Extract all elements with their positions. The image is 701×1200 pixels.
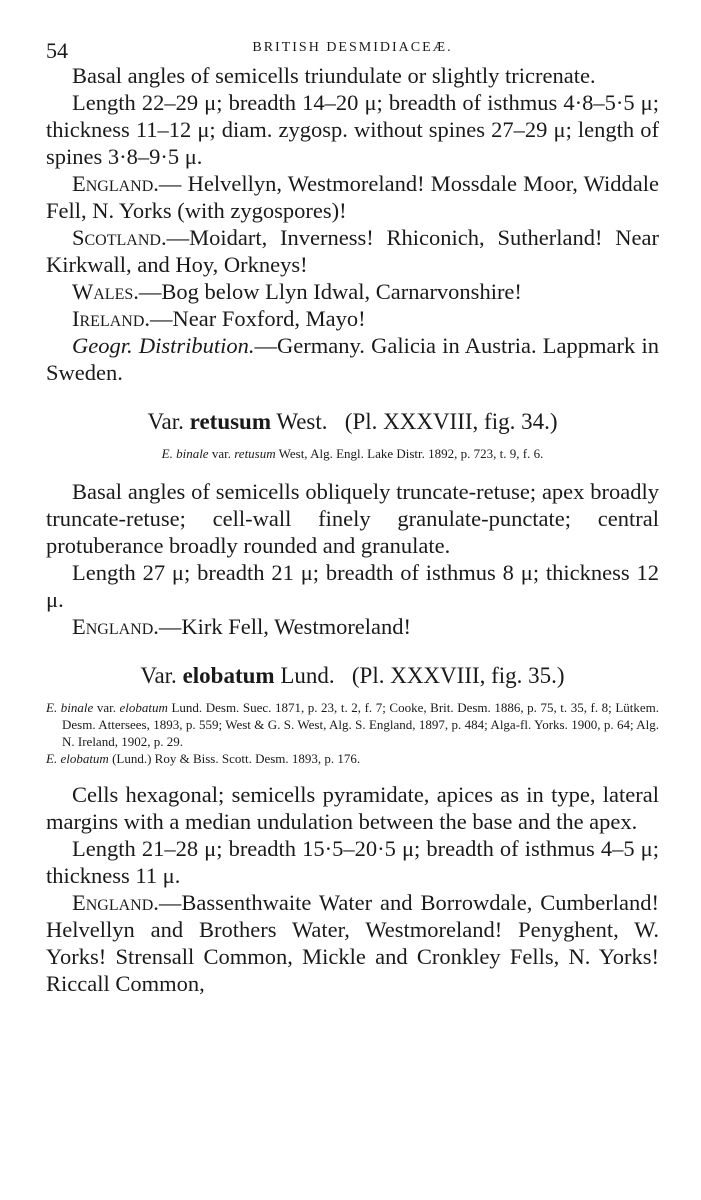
locality-text: — Helvellyn, Westmoreland! Mossdale Moor, Widdale Fell, N. Yorks (with zygospores)! [46, 171, 659, 223]
plate-reference: (Pl. XXXVIII, fig. 34.) [344, 409, 558, 434]
basal-angles-paragraph: Basal angles of semicells triundulate or slightly tricrenate. [72, 63, 596, 88]
locality-text: —Bassenthwaite Water and Borrowdale, Cumberland! Helvellyn and Brothers Water, Westmoreland! Penyghent, W. Yorks! Strensall Common, Mickle and Cronkley Fells, N. Yorks! Riccall Common, [46, 890, 659, 996]
retusum-measurements: Length 27 μ; breadth 21 μ; breadth of isthmus 8 μ; thickness 12 μ. [46, 560, 659, 612]
variety-heading-retusum: Var. retusum West. (Pl. XXXVIII, fig. 34.) [147, 409, 558, 434]
region-label: Scotland. [72, 225, 167, 250]
page-header [46, 0, 659, 62]
locality-text: —Kirk Fell, Westmoreland! [158, 614, 412, 639]
synonymy-reference: E. binale var. retusum West, Alg. Engl. Lake Distr. 1892, p. 723, t. 9, f. 6. [161, 446, 544, 461]
ireland-locality [46, 305, 659, 332]
england-locality [46, 170, 659, 224]
synonymy-reference: E. elobatum (Lund.) Roy & Biss. Scott. Desm. 1893, p. 176. [46, 751, 361, 766]
distribution-text: —Germany. Galicia in Austria. Lappmark in Sweden. [46, 333, 659, 385]
distribution-label: Geogr. Distribution. [72, 333, 255, 358]
variety-name: retusum [189, 409, 272, 434]
retusum-england-locality [46, 613, 659, 640]
locality-text: —Near Foxford, Mayo! [150, 306, 366, 331]
measurements-paragraph: Length 22–29 μ; breadth 14–20 μ; breadth of isthmus 4·8–5·5 μ; thickness 11–12 μ; diam. zygosp. without spines 27–29 μ; length of spines 3·8–9·5 μ. [46, 90, 659, 169]
variety-author: West. [276, 409, 328, 434]
variety-name: elobatum [182, 663, 275, 688]
variety-author: Lund. [280, 663, 335, 688]
region-label: Wales. [72, 279, 139, 304]
page-number: 54 [46, 38, 68, 63]
plate-reference: (Pl. XXXVIII, fig. 35.) [351, 663, 565, 688]
retusum-description: Basal angles of semicells obliquely truncate-retuse; apex broadly truncate-retuse; cell-wall finely granulate-punctate; central protuberance broadly rounded and granulate. [46, 479, 659, 558]
region-label: England. [72, 171, 159, 196]
synonymy-references [46, 699, 659, 767]
region-label: England. [72, 614, 159, 639]
page-body [46, 62, 659, 997]
elobatum-measurements: Length 21–28 μ; breadth 15·5–20·5 μ; breadth of isthmus 4–5 μ; thickness 11 μ. [46, 836, 659, 888]
region-label: Ireland. [72, 306, 151, 331]
elobatum-description: Cells hexagonal; semicells pyramidate, apices as in type, lateral margins with a median undulation between the base and the apex. [46, 782, 659, 834]
synonymy-reference: E. binale var. elobatum Lund. Desm. Suec. 1871, p. 23, t. 2, f. 7; Cooke, Brit. Desm. 1886, p. 75, t. 35, f. 8; Lütkem. Desm. Attersees, 1893, p. 559; West & G. S. West, Alg. S. England, 1897, p. 484; Alga-fl. Yorks. 1900, p. 64; Alg. N. Ireland, 1902, p. 29. [46, 700, 660, 749]
locality-text: —Moidart, Inverness! Rhiconich, Sutherland! Near Kirkwall, and Hoy, Orkneys! [46, 225, 659, 277]
elobatum-england-locality [46, 889, 659, 997]
geographic-distribution [46, 332, 659, 386]
locality-text: —Bog below Llyn Idwal, Carnarvonshire! [138, 279, 522, 304]
region-label: England. [72, 890, 159, 915]
wales-locality [46, 278, 659, 305]
variety-heading-elobatum: Var. elobatum Lund. (Pl. XXXVIII, fig. 35.) [140, 663, 565, 688]
running-title: BRITISH DESMIDIACEÆ. [252, 40, 453, 55]
scotland-locality [46, 224, 659, 278]
